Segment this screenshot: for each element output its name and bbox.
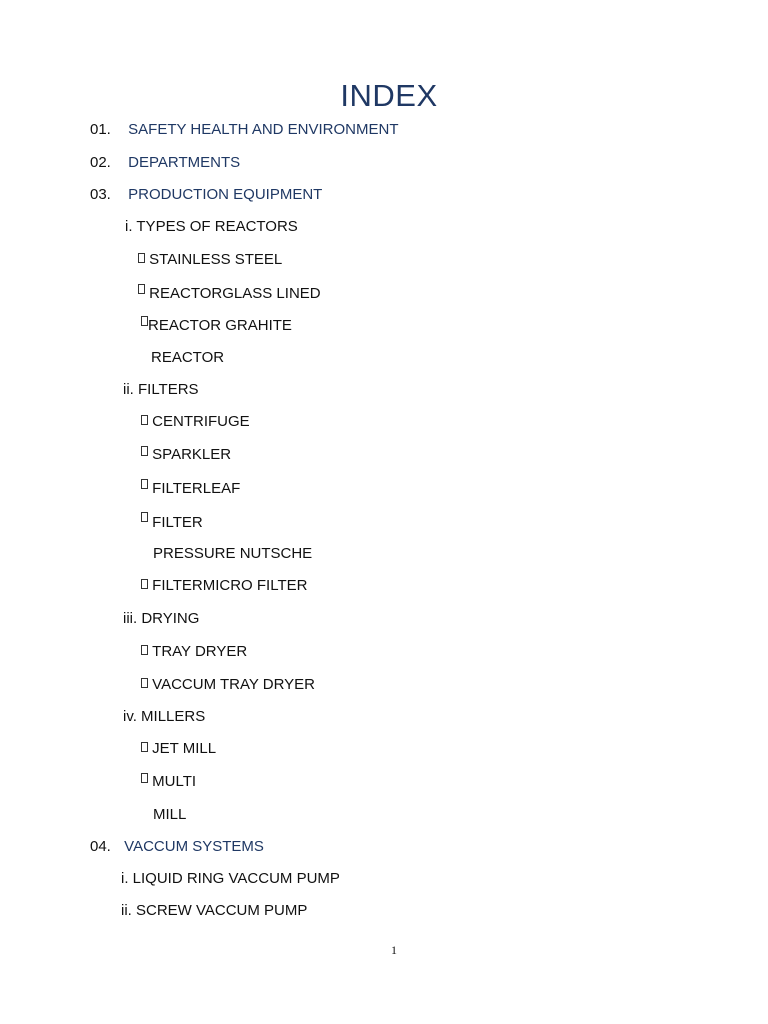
list-item: REACTORGLASS LINED [138, 284, 321, 303]
toc-link-production-equipment[interactable]: PRODUCTION EQUIPMENT [128, 186, 323, 203]
toc-link-safety[interactable]: SAFETY HEALTH AND ENVIRONMENT [128, 121, 399, 138]
list-item: i. LIQUID RING VACCUM PUMP [121, 870, 340, 887]
list-item: ii. SCREW VACCUM PUMP [121, 902, 308, 919]
subsection-drying: iii. DRYING [123, 610, 200, 627]
list-item: REACTOR [151, 349, 225, 366]
subsection-filters: ii. FILTERS [123, 381, 199, 398]
subsection-millers: iv. MILLERS [123, 708, 206, 725]
list-item: MILL [153, 806, 187, 823]
list-item: FILTERLEAF [141, 479, 240, 498]
page-number: 1 [391, 943, 397, 957]
toc-number: 04. [90, 838, 111, 855]
list-item: FILTERMICRO FILTER [141, 577, 307, 595]
bullet-box-icon [141, 645, 148, 655]
toc-entry-04[interactable] [90, 838, 264, 856]
toc-entry-02[interactable] [90, 154, 240, 172]
bullet-box-icon [141, 742, 148, 752]
bullet-box-icon [141, 415, 148, 425]
list-item: STAINLESS STEEL [138, 251, 282, 269]
bullet-box-icon [141, 773, 148, 783]
list-item: PRESSURE NUTSCHE [153, 545, 313, 562]
bullet-box-icon [141, 579, 148, 589]
toc-link-departments[interactable]: DEPARTMENTS [128, 154, 241, 171]
toc-entry-03[interactable] [90, 186, 322, 204]
list-item: REACTOR GRAHITE [141, 316, 292, 335]
list-item: MULTI [141, 773, 196, 791]
bullet-box-icon [141, 512, 148, 522]
bullet-box-icon [138, 284, 145, 294]
toc-number: 03. [90, 186, 111, 203]
list-item: JET MILL [141, 740, 216, 758]
bullet-box-icon [141, 678, 148, 688]
toc-entry-01[interactable] [90, 121, 399, 139]
page-title: INDEX [340, 78, 438, 113]
list-item: SPARKLER [141, 446, 231, 464]
subsection-reactors: i. TYPES OF REACTORS [125, 218, 298, 235]
toc-link-vaccum-systems[interactable]: VACCUM SYSTEMS [124, 838, 264, 855]
list-item: VACCUM TRAY DRYER [141, 676, 315, 694]
bullet-box-icon [141, 446, 148, 456]
bullet-box-icon [141, 316, 148, 326]
toc-number: 02. [90, 154, 111, 171]
list-item: FILTER [141, 512, 203, 532]
list-item: TRAY DRYER [141, 643, 247, 661]
bullet-box-icon [141, 479, 148, 489]
bullet-box-icon [138, 253, 145, 263]
toc-number: 01. [90, 121, 111, 138]
list-item: CENTRIFUGE [141, 413, 250, 431]
